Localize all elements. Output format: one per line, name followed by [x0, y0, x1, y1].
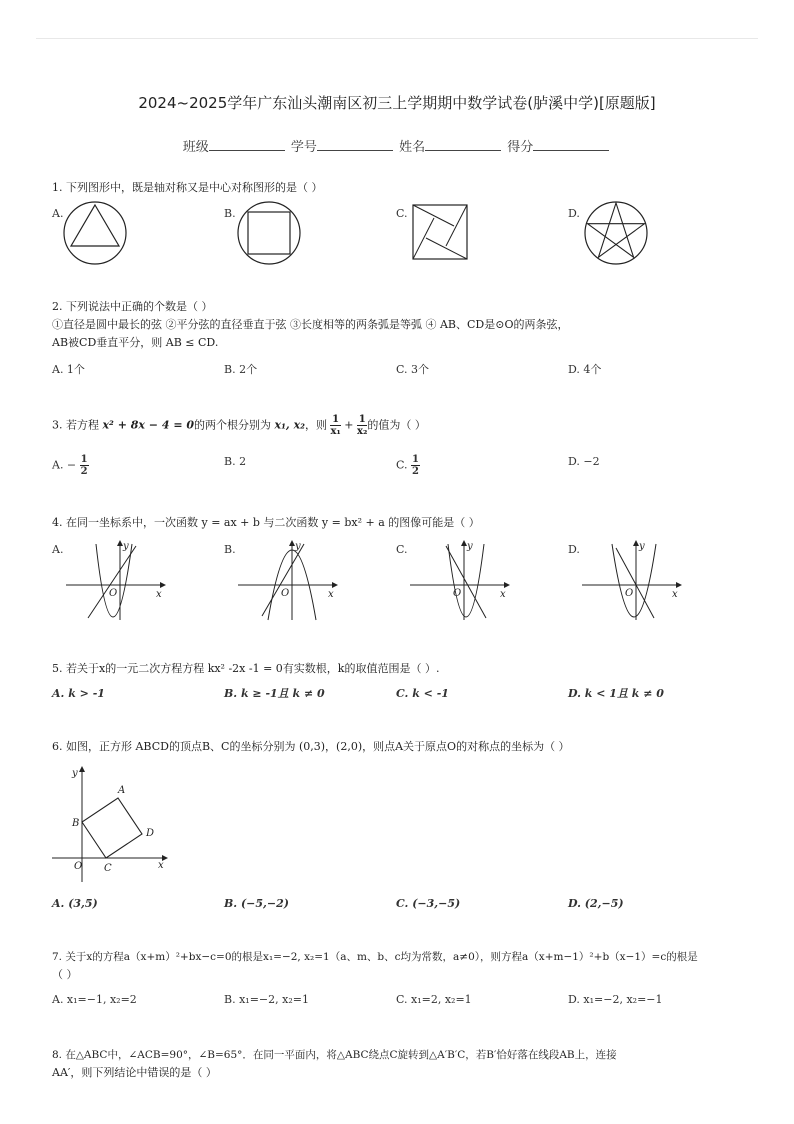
student-id-blank[interactable]: [317, 139, 393, 151]
q1-option-a-label: A.: [52, 207, 64, 220]
q3-stem-b: 的两个根分别为: [194, 418, 272, 432]
q4-graph-c: [410, 540, 510, 622]
class-label: 班级: [182, 140, 209, 155]
q4c-y-label: y: [467, 541, 473, 552]
q3-stem-a: 3. 若方程: [52, 418, 99, 432]
q4a-y-label: y: [123, 541, 129, 552]
q2-option-c: C. 3个: [396, 363, 430, 376]
q1-figure-b-circle-square: [236, 200, 302, 266]
question-7-stem-2: （ ）: [52, 968, 78, 981]
question-3-stem: 3. 若方程 x² + 8x − 4 = 0的两个根分别为 x₁, x₂，则 $\frac{1}{\text{x₁}}$ + $\frac{1}{\text{x₂}}$ 的值为（ ）: [52, 414, 426, 437]
question-5-stem: 5. 若关于x的一元二次方程方程 kx² -2x -1 = 0有实数根，k的取值范围是（ ）.: [52, 662, 440, 675]
q2-option-b: B. 2个: [224, 363, 258, 376]
q4-option-c-label: C.: [396, 543, 408, 556]
q4-graph-a: [66, 540, 166, 622]
q1-option-d-label: D.: [568, 207, 580, 220]
q7-option-c: C. x₁=2, x₂=1: [396, 993, 472, 1006]
q4-option-a-label: A.: [52, 543, 64, 556]
student-info-row: [0, 136, 794, 155]
q4d-x-label: x: [672, 589, 678, 600]
q4d-origin-label: O: [625, 588, 634, 599]
q5-option-d: D. k < 1且 k ≠ 0: [568, 687, 664, 700]
q4c-x-label: x: [500, 589, 506, 600]
q6-point-d-label: D: [146, 828, 155, 839]
q6-point-a-label: A: [118, 785, 126, 796]
question-2-line-1: ①直径是圆中最长的弦 ②平分弦的直径垂直于弦 ③长度相等的两条弧是等弧 ④ AB、CD是⊙O的两条弦，: [52, 318, 569, 331]
question-2-stem: 2. 下列说法中正确的个数是（ ）: [52, 300, 213, 313]
name-label: 姓名: [399, 140, 426, 155]
q2-option-a: A. 1个: [52, 363, 85, 376]
q6-square-figure: [52, 764, 172, 884]
q4-graph-b: [238, 540, 338, 622]
q3-option-a: A. − $\frac{1}{2}$: [52, 454, 88, 477]
question-2-line-2: AB被CD垂直平分，则 AB ≤ CD.: [52, 336, 219, 349]
q1-figure-d-circle-star: [583, 200, 649, 266]
question-8-stem: 8. 在△ABC中，∠ACB=90°，∠B=65°．在同一平面内，将△ABC绕点C旋转到△A′B′C，若B′恰好落在线段AB上，连接: [52, 1049, 617, 1061]
q4d-y-label: y: [639, 541, 645, 552]
q1-option-b-label: B.: [224, 207, 236, 220]
q1-option-c-label: C.: [396, 207, 408, 220]
q6-point-c-label: C: [104, 863, 112, 874]
q4-option-d-label: D.: [568, 543, 580, 556]
header-divider: [36, 38, 758, 39]
q6-option-a: A. (3,5): [52, 897, 98, 910]
q4-option-b-label: B.: [224, 543, 236, 556]
q4-graph-d: [582, 540, 682, 622]
q3-option-c: C. $\frac{1}{2}$: [396, 454, 419, 477]
q5-option-a: A. k > -1: [52, 687, 105, 700]
q3-option-b: B. 2: [224, 455, 247, 468]
q5-option-c: C. k < -1: [396, 687, 449, 700]
question-6-stem: 6. 如图，正方形 ABCD的顶点B、C的坐标分别为 (0,3)，(2,0)，则点A关于原点O的对称点的坐标为（ ）: [52, 740, 570, 753]
q3-stem-d: 的值为（ ）: [367, 418, 426, 432]
q6-origin-label: O: [74, 861, 83, 872]
q3-stem-c: ，则: [304, 418, 327, 432]
q3-root-vars: x₁, x₂: [274, 418, 305, 432]
q1-figure-a-circle-triangle: [62, 200, 128, 266]
score-blank[interactable]: [533, 139, 609, 151]
q7-option-b: B. x₁=−2, x₂=1: [224, 993, 309, 1006]
q4b-y-label: y: [295, 541, 301, 552]
q3-fraction-2: $\frac{1}{\text{x₂}}$: [357, 414, 368, 437]
q6-option-c: C. (−3,−5): [396, 897, 461, 910]
q3-fraction-1: $\frac{1}{\text{x₁}}$: [330, 414, 341, 437]
question-1-stem: 1. 下列图形中，既是轴对称又是中心对称图形的是（ ）: [52, 181, 323, 194]
name-blank[interactable]: [425, 139, 501, 151]
q7-option-d: D. x₁=−2, x₂=−1: [568, 993, 663, 1006]
question-4-stem: 4. 在同一坐标系中，一次函数 y = ax + b 与二次函数 y = bx² + a 的图像可能是（ ）: [52, 516, 480, 529]
q6-option-b: B. (−5,−2): [224, 897, 289, 910]
question-8-stem-2: AA′，则下列结论中错误的是（ ）: [52, 1066, 217, 1079]
q6-y-label: y: [72, 768, 78, 779]
q4a-x-label: x: [156, 589, 162, 600]
class-blank[interactable]: [209, 139, 285, 151]
q6-x-label: x: [158, 860, 164, 871]
q3-equation: x² + 8x − 4 = 0: [102, 418, 195, 432]
student-id-label: 学号: [290, 140, 317, 155]
q2-option-d: D. 4个: [568, 363, 602, 376]
q4b-origin-label: O: [281, 588, 290, 599]
q1-figure-c-nested-squares: [412, 204, 468, 260]
q6-option-d: D. (2,−5): [568, 897, 624, 910]
q7-option-a: A. x₁=−1, x₂=2: [52, 993, 137, 1006]
q5-option-b: B. k ≥ -1且 k ≠ 0: [224, 687, 325, 700]
q6-point-b-label: B: [72, 818, 80, 829]
q4b-x-label: x: [328, 589, 334, 600]
q4c-origin-label: O: [453, 588, 462, 599]
score-label: 得分: [507, 140, 534, 155]
paper-title: 2024~2025学年广东汕头潮南区初三上学期期中数学试卷(胪溪中学)[原题版]: [138, 94, 656, 112]
question-7-stem: 7. 关于x的方程a（x+m）²+bx−c=0的根是x₁=−2, x₂=1（a、m、b、c均为常数，a≠0），则方程a（x+m−1）²+b（x−1）=c的根是: [52, 951, 698, 963]
q4a-origin-label: O: [109, 588, 118, 599]
q3-option-d: D. −2: [568, 455, 600, 468]
